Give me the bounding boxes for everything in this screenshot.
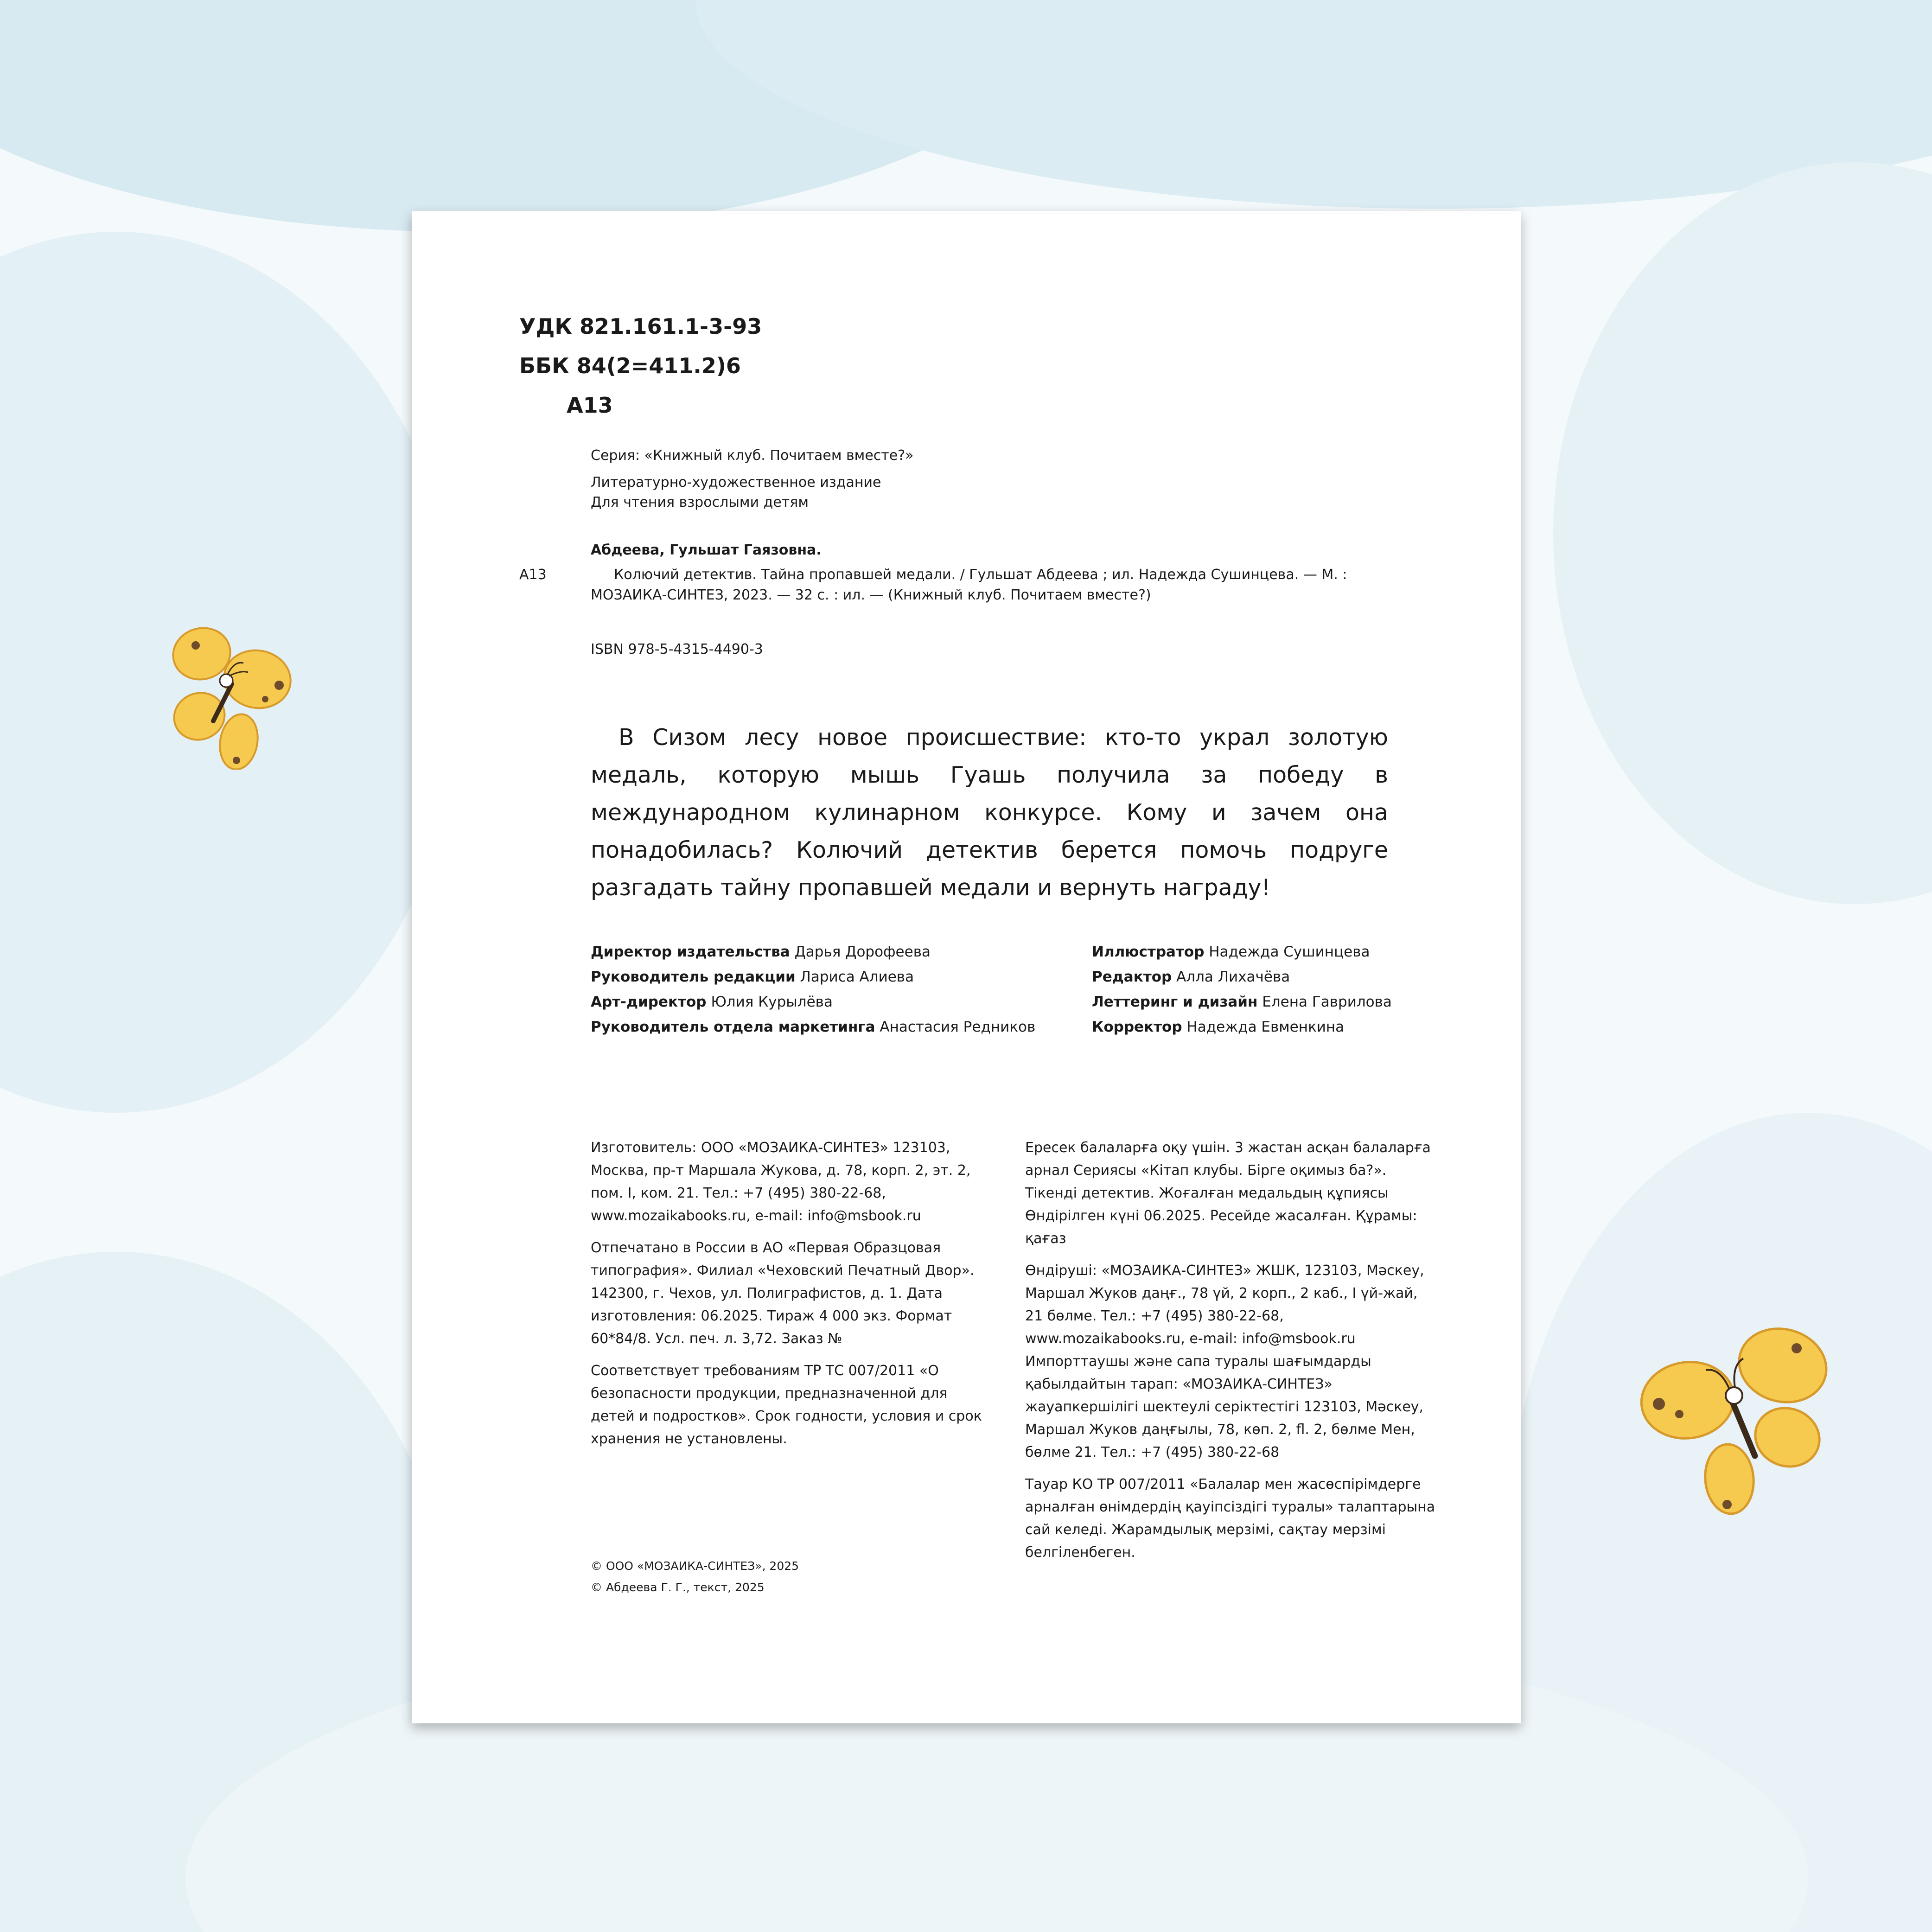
imprint-russian — [591, 1136, 989, 1460]
butterfly-illustration-right — [1632, 1321, 1841, 1516]
kazakh-manufacturer-info: Өндіруші: «МОЗАИКА-СИНТЕЗ» ЖШК, 123103, Мәскеу, Маршал Жуков даңғ., 78 үй, 2 корп., 2 каб., I үй-жай, 21 бөлме. Тел.: +7 (495) 380-22-68, www.mozaikabooks.ru, e-mail: info@msbook.ru Импорттаушы және сапа туралы шағымдарды қабылдайтын тарап: «МОЗАИКА-СИНТЕЗ» жауапкершілігі шектеулі серіктестігі 123103, Мәскеу, Маршал Жуков даңғылы, 78, көп. 2, fl. 2, бөлме Мен, бөлме 21. Тел.: +7 (495) 380-22-68 — [1025, 1262, 1424, 1460]
imprint-page — [412, 211, 1521, 1723]
udk-code: УДК 821.161.1-3-93 — [519, 314, 762, 339]
credit-lettering-design: Леттеринг и дизайн Елена Гаврилова — [1092, 994, 1392, 1010]
edition-type: Литературно-художественное издание — [591, 474, 881, 491]
manufacturer-info: Изготовитель: ООО «МОЗАИКА-СИНТЕЗ» 123103, Москва, пр-т Маршала Жукова, д. 78, корп. 2, эт. 2, пом. I, ком. 21. Тел.: +7 (495) 380-22-68, www.mozaikabooks.ru, e-mail: info@msbook.ru — [591, 1140, 971, 1224]
isbn: ISBN 978-5-4315-4490-3 — [591, 641, 763, 657]
credit-publishing-director: Директор издательства Дарья Дорофеева — [591, 944, 931, 960]
copyright-block — [591, 1556, 799, 1598]
credit-editorial-head: Руководитель редакции Лариса Алиева — [591, 969, 914, 985]
credits-right — [1092, 939, 1392, 1039]
audience-line: Для чтения взрослыми детям — [591, 494, 809, 510]
kazakh-compliance-info: Тауар КО ТР 007/2011 «Балалар мен жасөспірімдерге арналған өнімдердің қауіпсіздігі туралы» талаптарына сай келеді. Жарамдылық мерзімі, сақтау мерзімі белгіленбеген. — [1025, 1476, 1435, 1561]
biblio-description: Колючий детектив. Тайна пропавшей медали. / Гульшат Абдеева ; ил. Надежда Сушинцева. — М. : МОЗАИКА-СИНТЕЗ, 2023. — 32 с. : ил. — (Книжный клуб. Почитаем вместе?) — [591, 567, 1347, 603]
kazakh-audience-info: Ересек балаларға оқу үшін. 3 жастан асқан балаларға арнал Сериясы «Кітап клубы. Бірге оқимыз ба?». Тікенді детектив. Жоғалған медальдың құпиясы Өндірілген күні 06.2025. Ресейде жасалған. Құрамы: қағаз — [1025, 1140, 1431, 1247]
credit-illustrator: Иллюстратор Надежда Сушинцева — [1092, 944, 1370, 960]
imprint-kazakh — [1025, 1136, 1438, 1573]
series-block — [591, 446, 913, 513]
copyright-author: © Абдеева Г. Г., текст, 2025 — [591, 1581, 765, 1594]
credit-proofreader: Корректор Надежда Евменкина — [1092, 1019, 1345, 1035]
bbk-code: ББК 84(2=411.2)6 — [519, 353, 741, 378]
copyright-publisher: © ООО «МОЗАИКА-СИНТЕЗ», 2025 — [591, 1559, 799, 1573]
credits-left — [591, 939, 1035, 1039]
credit-marketing-head: Руководитель отдела маркетинга Анастасия Редников — [591, 1019, 1036, 1035]
compliance-info: Соответствует требованиям ТР ТС 007/2011 «О безопасности продукции, предназначенной для детей и подростков». Срок годности, условия и срок хранения не установлены. — [591, 1363, 982, 1447]
credit-editor: Редактор Алла Лихачёва — [1092, 969, 1290, 985]
credit-art-director: Арт-директор Юлия Курылёва — [591, 994, 833, 1010]
biblio-author: Абдеева, Гульшат Гаязовна. — [591, 542, 822, 558]
printing-info: Отпечатано в России в АО «Первая Образцовая типография». Филиал «Чеховский Печатный Двор». 142300, г. Чехов, ул. Полиграфистов, д. 1. Дата изготовления: 06.2025. Тираж 4 000 экз. Формат 60*84/8. Усл. печ. л. 3,72. Заказ № — [591, 1240, 975, 1347]
series-line: Серия: «Книжный клуб. Почитаем вместе?» — [591, 447, 914, 464]
butterfly-illustration-left — [153, 626, 306, 770]
biblio-mark: А13 — [519, 567, 547, 583]
book-abstract: В Сизом лесу новое происшествие: кто-то украл золотую медаль, которую мышь Гуашь получила за победу в международном кулинарном конкурсе. Кому и зачем она понадобилась? Колючий детектив берется помочь подруге разгадать тайну пропавшей медали и вернуть награду! — [591, 724, 1388, 901]
author-mark: А13 — [567, 393, 613, 418]
